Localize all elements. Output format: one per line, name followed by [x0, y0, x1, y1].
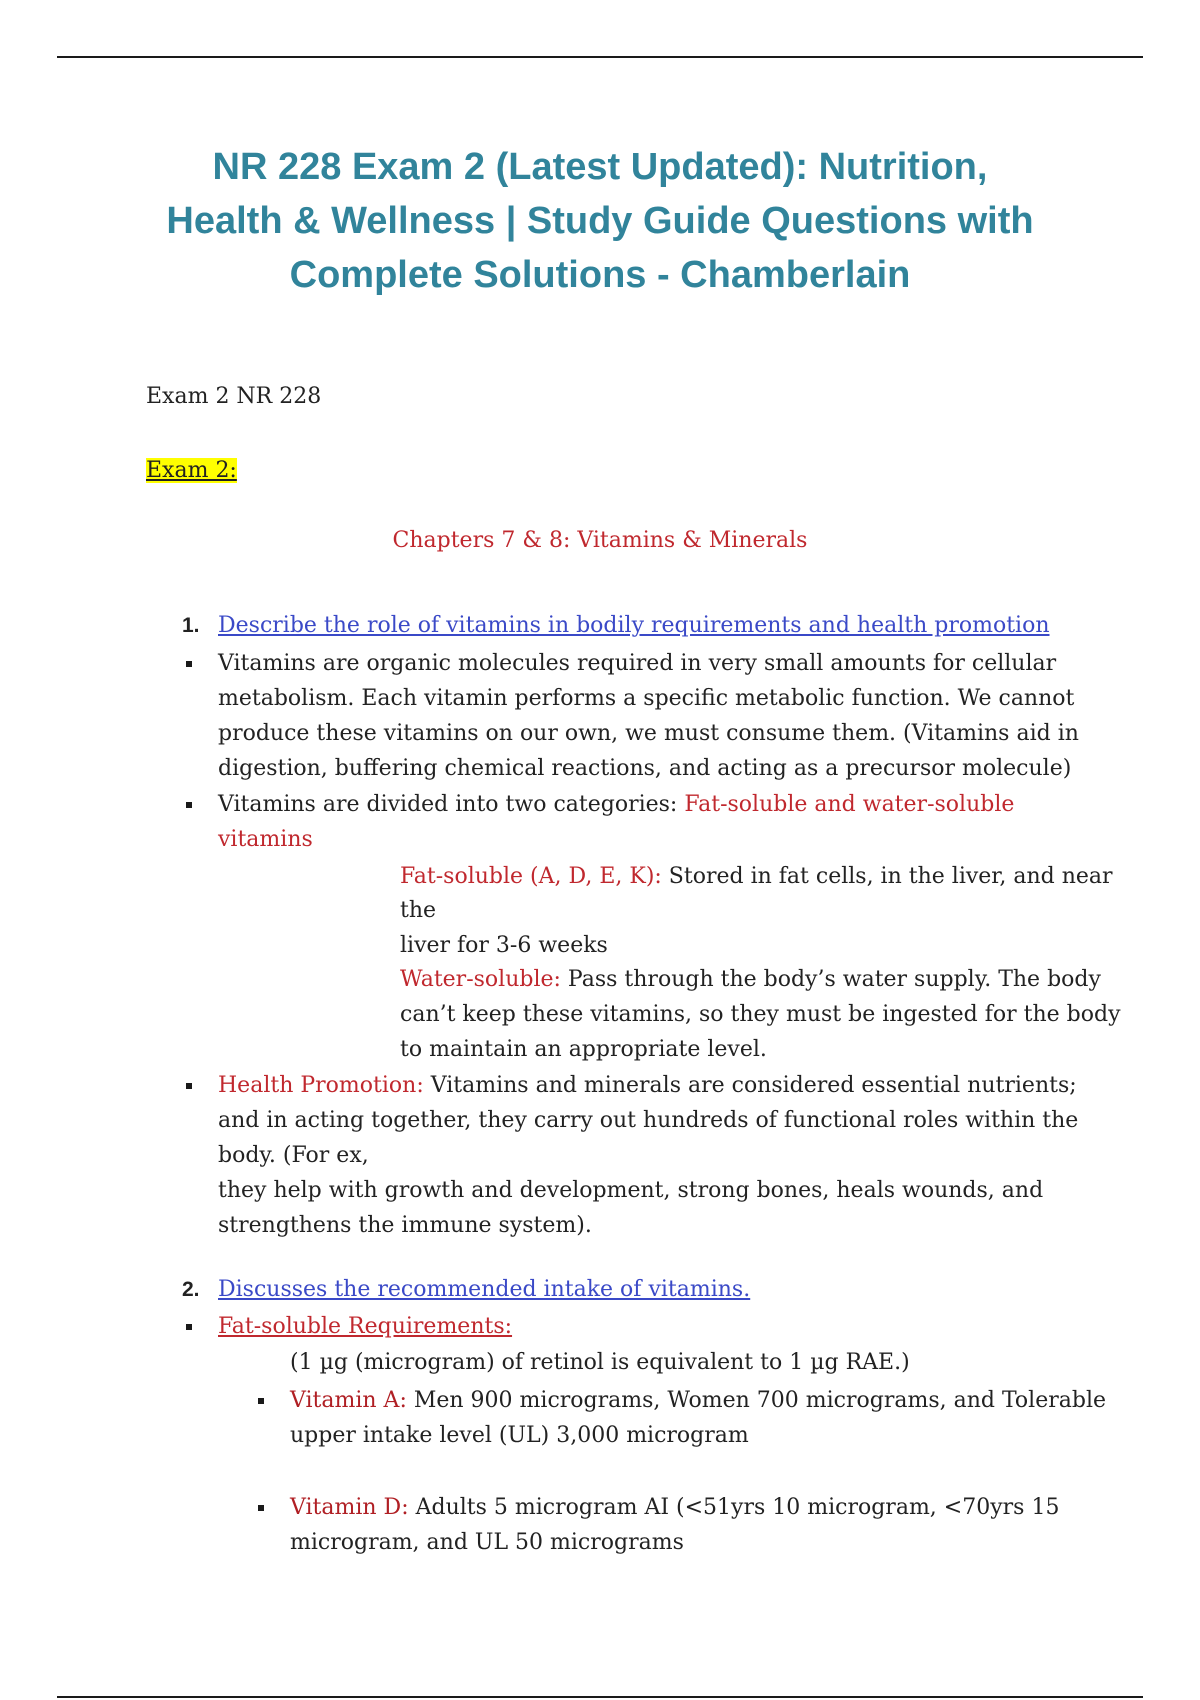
vitamin-d-label: Vitamin D:	[290, 1495, 409, 1520]
fat-soluble-requirements-line	[218, 1310, 512, 1344]
document-title	[100, 140, 1100, 302]
paragraph-line: Vitamins are organic molecules required in very small amounts for cellular	[218, 651, 1057, 676]
water-soluble-line: can’t keep these vitamins, so they must be ingested for the body	[400, 1002, 1121, 1027]
paragraph-line: strengthens the immune system).	[218, 1213, 592, 1238]
question-2-number: 2.	[182, 1278, 200, 1301]
vitamin-a-line	[290, 1384, 1106, 1418]
vitamin-a-label: Vitamin A:	[290, 1388, 407, 1413]
retinol-note: (1 µg (microgram) of retinol is equivalent to 1 µg RAE.)	[290, 1350, 910, 1375]
bullet-icon	[186, 1324, 192, 1330]
vitamin-d-line	[290, 1491, 1059, 1525]
bullet-icon	[186, 661, 192, 667]
bullet-icon	[258, 1398, 264, 1404]
exam-label: Exam 2:	[146, 458, 237, 483]
categories-highlight-cont: vitamins	[218, 827, 313, 852]
vitamin-d-text: Adults 5 microgram AI (<51yrs 10 microgram, <70yrs 15	[408, 1495, 1060, 1520]
bullet-icon	[186, 1083, 192, 1089]
paragraph-line: body. (For ex,	[218, 1143, 369, 1168]
vitamin-a-text: Men 900 micrograms, Women 700 micrograms, and Tolerable	[406, 1388, 1107, 1413]
water-soluble-line	[400, 963, 1101, 997]
fat-soluble-label: Fat-soluble (A, D, E, K):	[400, 864, 662, 889]
health-promotion-label: Health Promotion:	[218, 1073, 424, 1098]
paragraph-line: and in acting together, they carry out hundreds of functional roles within the	[218, 1108, 1079, 1133]
fat-soluble-line: liver for 3-6 weeks	[400, 933, 608, 958]
title-line: Complete Solutions - Chamberlain	[289, 254, 911, 296]
categories-text: Vitamins are divided into two categories:	[218, 792, 685, 817]
title-line: NR 228 Exam 2 (Latest Updated): Nutrition,	[212, 146, 988, 188]
document-subtitle: Exam 2 NR 228	[146, 384, 322, 409]
chapter-heading: Chapters 7 & 8: Vitamins & Minerals	[392, 528, 808, 553]
water-soluble-line: to maintain an appropriate level.	[400, 1037, 767, 1062]
health-promotion-line	[218, 1069, 1077, 1103]
bullet-icon	[186, 802, 192, 808]
exam-label-line	[146, 454, 237, 488]
fat-soluble-text: Stored in fat cells, in the liver, and near	[661, 864, 1113, 889]
paragraph-line: metabolism. Each vitamin performs a specific metabolic function. We cannot	[218, 686, 1075, 711]
categories-line	[218, 788, 1014, 822]
paragraph-line: digestion, buffering chemical reactions, and acting as a precursor molecule)	[218, 756, 1072, 781]
question-2-link[interactable]: Discusses the recommended intake of vitamins.	[218, 1277, 751, 1302]
fat-soluble-line: the	[400, 898, 437, 923]
question-1-heading-line	[218, 609, 1050, 643]
question-1-number: 1.	[182, 614, 200, 637]
categories-highlight: Fat-soluble and water-soluble	[684, 792, 1015, 817]
paragraph-line: they help with growth and development, strong bones, heals wounds, and	[218, 1178, 1044, 1203]
water-soluble-label: Water-soluble:	[400, 967, 561, 992]
vitamin-d-line: microgram, and UL 50 micrograms	[290, 1530, 684, 1555]
fat-soluble-line	[400, 860, 1113, 894]
top-rule	[57, 56, 1143, 58]
health-promotion-text: Vitamins and minerals are considered essential nutrients;	[423, 1073, 1077, 1098]
question-2-heading-line	[218, 1273, 750, 1307]
water-soluble-text: Pass through the body’s water supply. The body	[560, 967, 1101, 992]
vitamin-a-line: upper intake level (UL) 3,000 microgram	[290, 1423, 749, 1448]
bottom-rule	[57, 1696, 1143, 1698]
bullet-icon	[258, 1505, 264, 1511]
title-line: Health & Wellness | Study Guide Questions with	[166, 200, 1034, 242]
question-1-link[interactable]: Describe the role of vitamins in bodily requirements and health promotion	[218, 613, 1050, 638]
paragraph-line: produce these vitamins on our own, we must consume them. (Vitamins aid in	[218, 721, 1079, 746]
fat-soluble-requirements: Fat-soluble Requirements:	[218, 1314, 513, 1339]
